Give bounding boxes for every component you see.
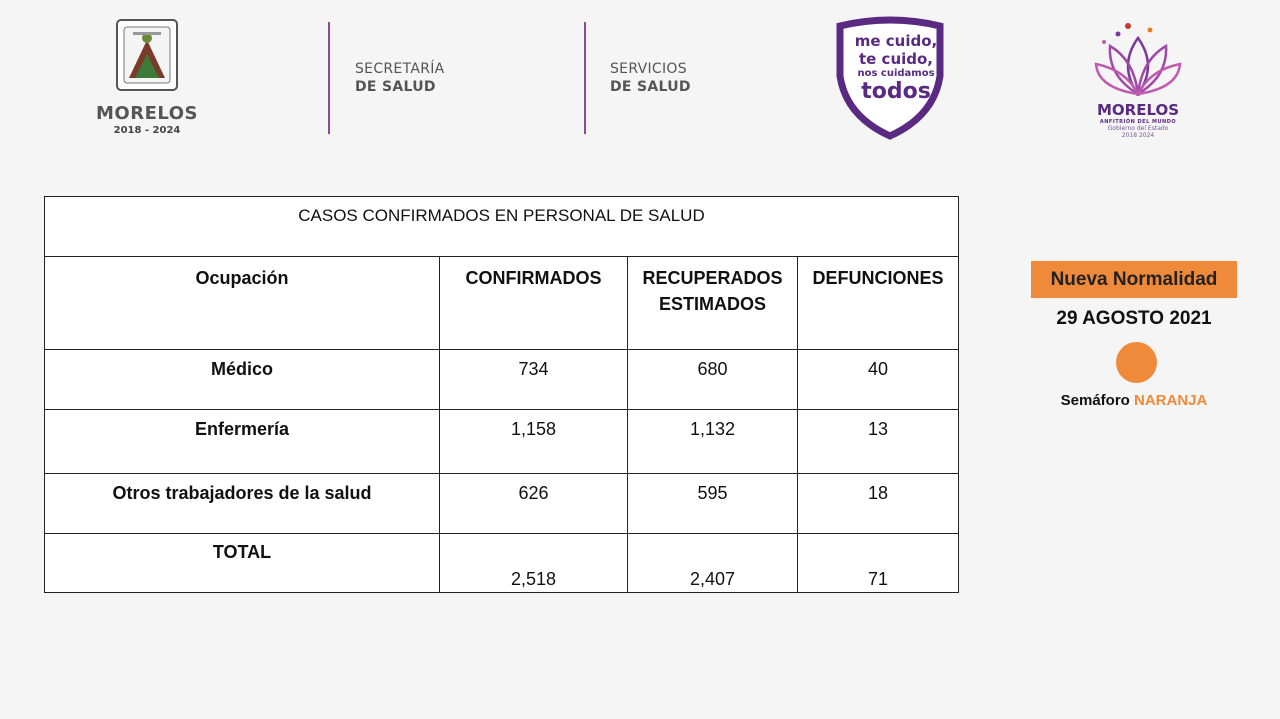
row-label: Enfermería	[45, 410, 440, 474]
semaforo-label: Semáforo	[1060, 392, 1130, 409]
semaforo-level: NARANJA	[1134, 392, 1208, 409]
table-row	[45, 474, 959, 534]
total-confirmados: 2,518	[440, 534, 628, 593]
header-divider	[328, 22, 330, 134]
total-defunciones: 71	[798, 534, 959, 593]
cell-recuperados: 595	[628, 474, 798, 534]
row-label: Otros trabajadores de la salud	[45, 474, 440, 534]
dept2-line2: DE SALUD	[610, 79, 691, 95]
header-defunciones: DEFUNCIONES	[798, 257, 959, 350]
header-ocupacion: Ocupación	[45, 257, 440, 350]
morelos-seal-icon	[115, 18, 179, 92]
dept1-line1: SECRETARÍA	[355, 61, 445, 77]
table-row	[45, 350, 959, 410]
cell-recuperados: 680	[628, 350, 798, 410]
lotus-logo-sub2a: Gobierno del Estado	[1107, 125, 1169, 132]
table-total-row	[45, 534, 959, 593]
header-divider	[584, 22, 586, 134]
campaign-slogan	[850, 32, 942, 104]
cell-defunciones: 40	[798, 350, 959, 410]
dept1-line2: DE SALUD	[355, 79, 436, 95]
semaforo-status	[1031, 392, 1237, 409]
state-logo-name: MORELOS	[96, 103, 198, 124]
state-logo-years: 2018 - 2024	[113, 125, 181, 136]
status-badge: Nueva Normalidad	[1031, 261, 1237, 298]
morelos-lotus-logo	[1088, 16, 1188, 142]
cell-defunciones: 18	[798, 474, 959, 534]
total-label: TOTAL	[45, 534, 440, 593]
row-label: Médico	[45, 350, 440, 410]
cell-confirmados: 626	[440, 474, 628, 534]
slogan-line4: todos	[861, 79, 931, 104]
traffic-light-dot-icon	[1116, 342, 1157, 383]
table-row	[45, 410, 959, 474]
secretaria-salud-label	[355, 60, 445, 96]
cell-defunciones: 13	[798, 410, 959, 474]
header-recuperados: RECUPERADOS ESTIMADOS	[628, 257, 798, 350]
header-confirmados: CONFIRMADOS	[440, 257, 628, 350]
dept2-line1: SERVICIOS	[610, 61, 687, 77]
cell-recuperados: 1,132	[628, 410, 798, 474]
servicios-salud-label	[610, 60, 691, 96]
report-date: 29 AGOSTO 2021	[1056, 308, 1212, 329]
lotus-logo-sub: ANFITRIÓN DEL MUNDO	[1099, 119, 1177, 125]
cases-table	[44, 196, 959, 593]
table-title: CASOS CONFIRMADOS EN PERSONAL DE SALUD	[45, 197, 959, 257]
cell-confirmados: 1,158	[440, 410, 628, 474]
lotus-logo-sub2b: 2018 2024	[1121, 132, 1155, 139]
lotus-logo-name: MORELOS	[1096, 101, 1180, 119]
morelos-state-logo	[92, 18, 202, 138]
lotus-icon	[1088, 16, 1188, 100]
total-recuperados: 2,407	[628, 534, 798, 593]
slogan-line3: nos cuidamos	[857, 68, 935, 79]
slogan-line1: me cuido,	[854, 32, 938, 50]
cell-confirmados: 734	[440, 350, 628, 410]
slogan-line2: te cuido,	[858, 50, 934, 68]
